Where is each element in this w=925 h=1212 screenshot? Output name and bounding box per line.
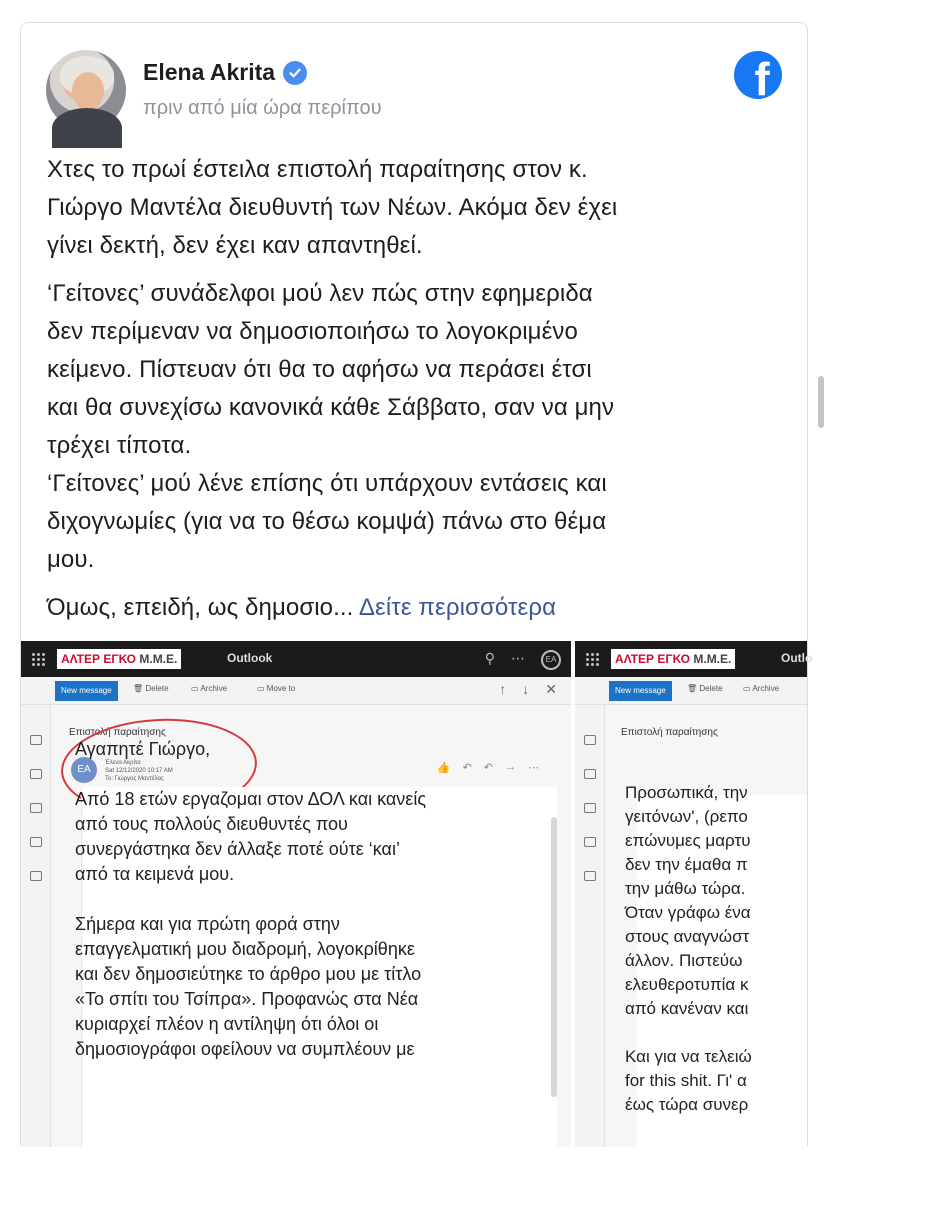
outlook-topbar <box>21 641 571 677</box>
archive-button: ▭ Archive <box>743 684 780 693</box>
mail-icon <box>584 735 596 745</box>
photo-outlook-email-2[interactable] <box>575 641 813 1147</box>
new-message-button: New message <box>55 681 118 701</box>
delete-label: Delete <box>145 684 169 693</box>
outlook-toolbar <box>575 677 807 705</box>
avatar-shoulder <box>52 108 122 148</box>
app-launcher-icon <box>31 652 45 666</box>
email-body-text: Αγαπητέ Γιώργο, Από 18 ετών εργαζομαι στον ΔΟΛ και κανείς από τους πολλούς διευθυντές που συνεργάστηκα δεν άλλαξε ποτέ ούτε ‘και’ από τα κειμενά μου. Σήμερα και για πρώτη φορά στην επαγγελματική μου διαδρομή, λογοκρίθηκε και δεν δημοσιεύτηκε το άρθρο μου με τίτλο «Το σπίτι του Τσίπρα». Προφανώς στα Νέα κυριαρχεί πλέον η αντίληψη ότι όλοι οι δημοσιογράφοι οφείλουν να συμπλέουν με <box>75 739 426 1059</box>
brand-grey-text: Μ.Μ.Ε. <box>693 652 732 666</box>
move-to-button: ▭ Move to <box>257 684 296 693</box>
archive-button: ▭ Archive <box>191 684 228 693</box>
new-message-button: New message <box>609 681 672 701</box>
avatar-face <box>72 72 104 110</box>
email-scrollbar <box>551 817 557 1097</box>
outlook-app-name: Outlook <box>227 651 273 665</box>
email-subject: Επιστολή παραίτησης <box>621 727 718 738</box>
outlook-topbar <box>575 641 813 677</box>
author-avatar[interactable] <box>46 50 126 130</box>
email-body-text: Προσωπικά, την γειτόνων', (ρεπο επώνυμες μαρτυ δεν την έμαθα π την μάθω τώρα. Όταν γράφω ένα στους αναγνώστ άλλον. Πιστεύω ελευθεροτυπία κ από κανέναν και Και για να τελειώ for this shit. Γι' α έως τώρα συνερ <box>625 783 752 1114</box>
reply-all-icon: ↶ <box>483 762 493 774</box>
post-timestamp[interactable]: πριν από μία ώρα περίπου <box>143 97 382 119</box>
outlook-toolbar <box>21 677 571 705</box>
calendar-icon <box>584 769 596 779</box>
see-more-link[interactable]: Δείτε περισσότερα <box>358 594 557 621</box>
delete-button: 🗑 Delete <box>687 684 723 693</box>
more-icon: ⋯ <box>528 762 539 774</box>
move-to-label: Move to <box>266 684 296 693</box>
facebook-logo-icon[interactable]: f <box>734 51 782 99</box>
pin-icon <box>30 837 42 847</box>
email-subject: Επιστολή παραίτησης <box>69 727 166 738</box>
outlook-left-rail <box>575 705 605 1147</box>
pin-icon <box>584 837 596 847</box>
page-scrollbar[interactable] <box>818 376 824 428</box>
topbar-icons <box>485 650 561 670</box>
check-icon <box>584 871 596 881</box>
like-icon: 👍 <box>436 762 451 774</box>
attach-icon <box>584 803 596 813</box>
down-arrow-icon: ↓ <box>522 681 530 697</box>
more-icon: ⋯ <box>511 650 525 666</box>
check-icon <box>30 871 42 881</box>
author-name-row[interactable] <box>143 59 307 86</box>
verified-badge-icon <box>283 61 307 85</box>
post-truncated-line <box>47 589 792 627</box>
calendar-icon <box>30 769 42 779</box>
reply-icon: ↶ <box>462 762 472 774</box>
post-paragraph-2: ‘Γείτονες’ συνάδελφοι μού λεν πώς στην εφημεριδα δεν περίμεναν να δημοσιοποιήσω το λογοκριμένο κείμενο. Πίστευαν ότι θα το αφήσω να περάσει έτσι και θα συνεχίσω κανονικά κάθε Σάββατο, σαν να μην τρέχει τίποτα. ‘Γείτονες’ μού λένε επίσης ότι υπάρχουν εντάσεις και διχογνωμίες (για να το θέσω κομψά) πάνω στο θέμα μου. <box>47 280 615 573</box>
alter-ego-brand <box>611 649 735 669</box>
app-launcher-icon <box>585 652 599 666</box>
brand-grey-text: Μ.Μ.Ε. <box>139 652 178 666</box>
post-header <box>21 23 807 135</box>
post-truncated-text: Όμως, επειδή, ως δημοσιο... <box>47 594 359 621</box>
attach-icon <box>30 803 42 813</box>
post-paragraph-1: Χτες το πρωί έστειλα επιστολή παραίτησης στον κ. Γιώργο Μαντέλα διευθυντή των Νέων. Ακόμα δεν έχει γίνει δεκτή, δεν έχει καν απαντηθεί. <box>47 156 618 259</box>
sender-to: To: Γιώργος Μαντέλας <box>105 776 164 782</box>
sender-name: Έλενα Ακρίτα <box>105 760 141 766</box>
delete-button: 🗑 Delete <box>133 684 169 693</box>
close-icon: ✕ <box>545 681 557 697</box>
outlook-app-name: Outlo <box>781 651 813 665</box>
post-photos <box>21 641 813 1147</box>
sender-date: Sat 12/12/2020 10:17 AM <box>105 768 173 774</box>
brand-red-text: ΑΛΤΕΡ ΕΓΚΟ <box>615 652 691 666</box>
photo-outlook-email-1[interactable] <box>21 641 571 1147</box>
up-arrow-icon: ↑ <box>499 681 507 697</box>
delete-label: Delete <box>699 684 723 693</box>
search-icon: ⚲ <box>484 650 495 666</box>
facebook-post-card <box>20 22 813 1146</box>
outlook-left-rail <box>21 705 51 1147</box>
nav-arrows <box>499 681 557 698</box>
author-name[interactable]: Elena Akrita <box>143 59 276 85</box>
archive-label: Archive <box>200 684 228 693</box>
mail-icon <box>30 735 42 745</box>
sender-avatar: ΕΑ <box>71 757 97 783</box>
archive-label: Archive <box>752 684 780 693</box>
brand-red-text: ΑΛΤΕΡ ΕΓΚΟ <box>61 652 137 666</box>
alter-ego-brand <box>57 649 181 669</box>
forward-icon: → <box>505 761 516 773</box>
account-avatar-icon: EA <box>541 650 561 670</box>
post-body <box>47 151 792 627</box>
